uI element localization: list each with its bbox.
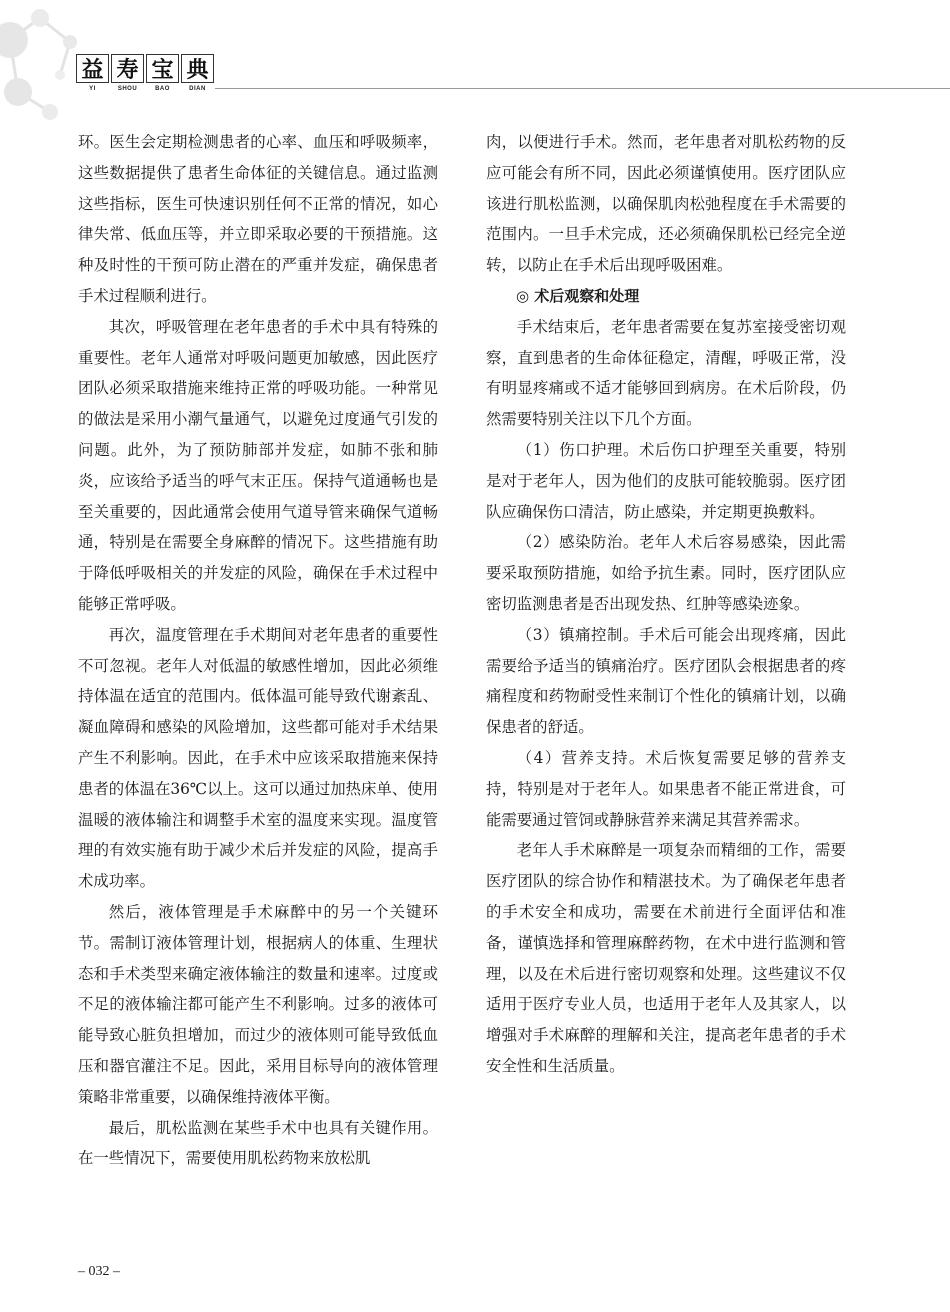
right-column bbox=[486, 127, 846, 1082]
paragraph: 最后，肌松监测在某些手术中也具有关键作用。在一些情况下，需要使用肌松药物来放松肌 bbox=[78, 1118, 438, 1168]
paragraph: （3）镇痛控制。手术后可能会出现疼痛，因此需要给予适当的镇痛治疗。医疗团队会根据患者的疼痛程度和药物耐受性来制订个性化的镇痛计划，以确保患者的舒适。 bbox=[486, 625, 846, 737]
brand-pinyin: DIAN bbox=[189, 86, 206, 92]
brand-char: 典 bbox=[181, 54, 214, 83]
paragraph: 手术结束后，老年患者需要在复苏室接受密切观察，直到患者的生命体征稳定，清醒，呼吸正常，没有明显疼痛或不适才能够回到病房。在术后阶段，仍然需要特别关注以下几个方面。 bbox=[486, 317, 846, 429]
page-number: – 032 – bbox=[78, 1264, 120, 1279]
brand-char: 寿 bbox=[111, 54, 144, 83]
paragraph: 老年人手术麻醉是一项复杂而精细的工作，需要医疗团队的综合协作和精湛技术。为了确保老年患者的手术安全和成功，需要在术前进行全面评估和准备，谨慎选择和管理麻醉药物，在术中进行监测和管理，以及在术后进行密切观察和处理。这些建议不仅适用于医疗专业人员，也适用于老年人及其家人，以增强对手术麻醉的理解和关注，提高老年患者的手术安全性和生活质量。 bbox=[486, 841, 846, 1075]
paragraph: 肉，以便进行手术。然而，老年患者对肌松药物的反应可能会有所不同，因此必须谨慎使用。医疗团队应该进行肌松监测，以确保肌肉松弛程度在手术需要的范围内。一旦手术完成，还必须确保肌松已经完全逆转，以防止在手术后出现呼吸困难。 bbox=[486, 133, 846, 275]
brand-pinyin: BAO bbox=[155, 86, 170, 92]
brand-pinyin: YI bbox=[89, 86, 96, 92]
paragraph: 再次，温度管理在手术期间对老年患者的重要性不可忽视。老年人对低温的敏感性增加，因此必须维持体温在适宜的范围内。低体温可能导致代谢紊乱、凝血障碍和感染的风险增加，这些都可能对手术结果产生不利影响。因此，在手术中应该采取措施来保持患者的体温在36℃以上。这可以通过加热床单、使用温暖的液体输注和调整手术室的温度来实现。温度管理的有效实施有助于减少术后并发症的风险，提高手术成功率。 bbox=[78, 625, 439, 891]
header-divider bbox=[215, 88, 950, 89]
brand-logo bbox=[76, 54, 214, 92]
brand-char: 益 bbox=[76, 54, 109, 83]
brand-char: 宝 bbox=[146, 54, 179, 83]
paragraph: 然后，液体管理是手术麻醉中的另一个关键环节。需制订液体管理计划，根据病人的体重、生理状态和手术类型来确定液体输注的数量和速率。过度或不足的液体输注都可能产生不利影响。过多的液体可能导致心脏负担增加，而过少的液体则可能导致低血压和器官灌注不足。因此，采用目标导向的液体管理策略非常重要，以确保维持液体平衡。 bbox=[78, 902, 438, 1106]
paragraph: （4）营养支持。术后恢复需要足够的营养支持，特别是对于老年人。如果患者不能正常进食，可能需要通过管饲或静脉营养来满足其营养需求。 bbox=[486, 748, 846, 829]
paragraph: （2）感染防治。老年人术后容易感染，因此需要采取预防措施，如给予抗生素。同时，医疗团队应密切监测患者是否出现发热、红肿等感染迹象。 bbox=[486, 533, 846, 613]
paragraph: 其次，呼吸管理在老年患者的手术中具有特殊的重要性。老年人通常对呼吸问题更加敏感，因此医疗团队必须采取措施来维持正常的呼吸功能。一种常见的做法是采用小潮气量通气，以避免过度通气引发的问题。此外，为了预防肺部并发症，如肺不张和肺炎，应该给予适当的呼气末正压。保持气道通畅也是至关重要的，因此通常会使用气道导管来确保气道畅通，特别是在需要全身麻醉的情况下。这些措施有助于降低呼吸相关的并发症的风险，确保在手术过程中能够正常呼吸。 bbox=[78, 317, 438, 613]
section-heading: ◎ 术后观察和处理 bbox=[516, 286, 640, 305]
brand-pinyin: SHOU bbox=[117, 86, 138, 92]
paragraph: （1）伤口护理。术后伤口护理至关重要，特别是对于老年人，因为他们的皮肤可能较脆弱。医疗团队应确保伤口清洁，防止感染，并定期更换敷料。 bbox=[486, 440, 846, 521]
left-column bbox=[78, 127, 438, 1174]
paragraph: 环。医生会定期检测患者的心率、血压和呼吸频率，这些数据提供了患者生命体征的关键信息。通过监测这些指标，医生可快速识别任何不正常的情况，如心律失常、低血压等，并立即采取必要的干预措施。这种及时性的干预可防止潜在的严重并发症，确保患者手术过程顺利进行。 bbox=[78, 133, 438, 305]
